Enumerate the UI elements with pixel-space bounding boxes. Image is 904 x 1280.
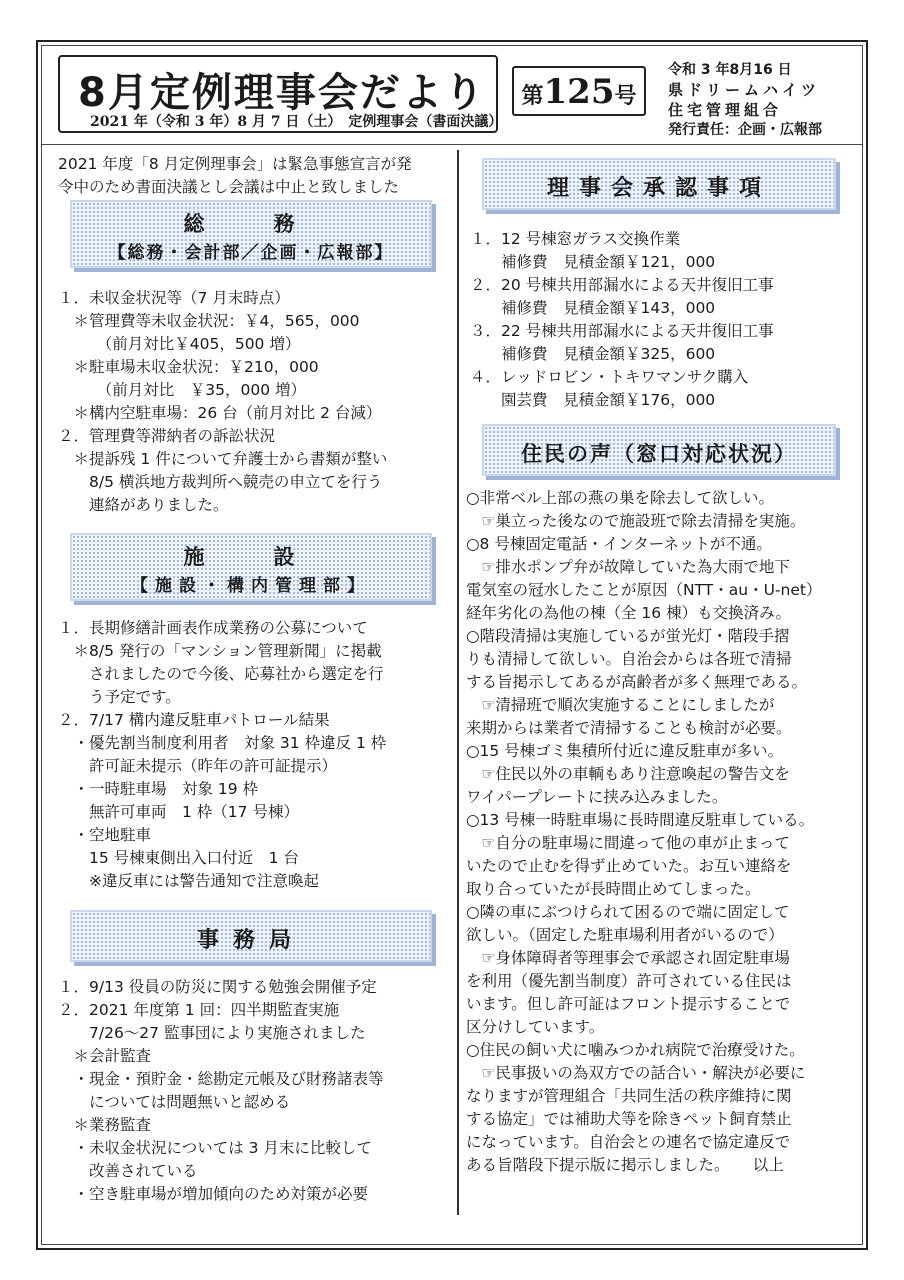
body-line: ２．管理費等滞納者の訴訟状況 bbox=[58, 427, 276, 445]
body-line: 欲しい。（固定した駐車場利用者がいるので） bbox=[466, 926, 784, 944]
issue-number-box bbox=[512, 66, 646, 116]
body-line: ○8 号棟固定電話・インターネットが不通。 bbox=[466, 535, 772, 553]
section-banner-approval bbox=[482, 158, 836, 210]
section-banner-jimukyoku bbox=[70, 910, 432, 962]
body-line: ３．22 号棟共用部漏水による天井復旧工事 bbox=[470, 322, 774, 340]
body-line: を利用（優先割当制度）許可されている住民は bbox=[466, 972, 792, 990]
body-line: ・空き駐車場が増加傾向のため対策が必要 bbox=[58, 1185, 369, 1203]
resident-voice-body bbox=[466, 487, 821, 1177]
header-divider bbox=[41, 144, 863, 145]
body-line: ○13 号棟一時駐車場に長時間違反駐車している。 bbox=[466, 811, 815, 829]
responsible-editor: 発行責任：企画・広報部 bbox=[668, 122, 822, 138]
section-banner-soumu bbox=[70, 200, 432, 268]
body-line: 補修費 見積金額￥121，000 bbox=[470, 253, 716, 271]
body-line: 補修費 見積金額￥325，600 bbox=[470, 345, 716, 363]
body-line: う予定です。 bbox=[58, 688, 181, 706]
body-line: 来期からは業者で清掃することも検討が必要。 bbox=[466, 719, 792, 737]
body-line: ２．7/17 構内違反駐車パトロール結果 bbox=[58, 711, 330, 729]
body-line: 改善されている bbox=[58, 1162, 198, 1180]
org-name-line1: 県ドリームハイツ bbox=[668, 81, 821, 99]
body-line: りも清掃して欲しい。自治会からは各班で清掃 bbox=[466, 650, 792, 668]
body-line: ワイパープレートに挟み込みました。 bbox=[466, 788, 728, 806]
body-line: ２．20 号棟共用部漏水による天井復旧工事 bbox=[470, 276, 774, 294]
body-line: なりますが管理組合「共同生活の秩序維持に関 bbox=[466, 1087, 792, 1105]
body-line: ☞身体障碍者等理事会で承認され固定駐車場 bbox=[466, 949, 790, 967]
body-line: 補修費 見積金額￥143，000 bbox=[470, 299, 716, 317]
jimukyoku-body bbox=[58, 976, 384, 1206]
section-banner-resident-voice bbox=[482, 424, 836, 476]
section-banner-shisetsu bbox=[70, 533, 432, 601]
body-line: 経年劣化の為他の棟（全 16 棟）も交換済み。 bbox=[466, 604, 792, 622]
body-line: ・一時駐車場 対象 19 枠 bbox=[58, 780, 259, 798]
body-line: 15 号棟東側出入口付近 1 台 bbox=[58, 849, 299, 867]
body-line: １．12 号棟窓ガラス交換作業 bbox=[470, 230, 681, 248]
publisher-block bbox=[668, 60, 858, 140]
body-line: ４．レッドロビン・トキワマンサク購入 bbox=[470, 368, 749, 386]
body-line: ・優先割当制度利用者 対象 31 枠違反 1 枠 bbox=[58, 734, 387, 752]
body-line: 電気室の冠水したことが原因（NTT・au・U-net） bbox=[466, 581, 822, 599]
meeting-subtitle: 2021 年（令和 3 年）8 月 7 日（土） 定例理事会（書面決議） bbox=[90, 114, 503, 130]
body-line: ＊駐車場未収金状況：￥210，000 bbox=[58, 358, 319, 376]
body-line: ☞住民以外の車輌もあり注意喚起の警告文を bbox=[466, 765, 790, 783]
section-title: 住民の声（窓口対応状況） bbox=[521, 442, 797, 466]
intro-line: 令中のため書面決議とし会議は中止と致しました bbox=[58, 178, 400, 196]
approval-body bbox=[470, 228, 774, 412]
body-line: １．未収金状況等（7 月末時点） bbox=[58, 289, 290, 307]
body-line: １．9/13 役員の防災に関する勉強会開催予定 bbox=[58, 978, 377, 996]
body-line: 取り合っていたが長時間止めてしまった。 bbox=[466, 880, 761, 898]
body-line: ＊業務監査 bbox=[58, 1116, 152, 1134]
org-name-line2: 住宅管理組合 bbox=[668, 101, 783, 119]
title-box bbox=[58, 55, 503, 133]
body-line: 7/26～27 監事団により実施されました bbox=[58, 1024, 366, 1042]
body-line: ※違反車には警告通知で注意喚起 bbox=[58, 872, 319, 890]
newsletter-title: 8月定例理事会だより bbox=[78, 70, 486, 116]
body-line: ２．2021 年度第 1 回：四半期監査実施 bbox=[58, 1001, 340, 1019]
section-title: 事務局 bbox=[196, 928, 305, 953]
body-line: 無許可車両 1 枠（17 号棟） bbox=[58, 803, 299, 821]
body-line: ○15 号棟ゴミ集積所付近に違反駐車が多い。 bbox=[466, 742, 784, 760]
body-line: ☞民事扱いの為双方での話合い・解決が必要に bbox=[466, 1064, 806, 1082]
body-line: ○隣の車にぶつけられて困るので端に固定して bbox=[466, 903, 790, 921]
body-line: 8/5 横浜地方裁判所へ競売の申立てを行う bbox=[58, 473, 383, 491]
issue-number: 125 bbox=[543, 72, 615, 112]
body-line: ＊構内空駐車場：26 台（前月対比 2 台減） bbox=[58, 404, 382, 422]
body-line: になっています。自治会との連名で協定違反で bbox=[466, 1133, 791, 1151]
section-title: 理事会承認事項 bbox=[546, 176, 771, 201]
soumu-body bbox=[58, 287, 387, 517]
body-line: ＊8/5 発行の「マンション管理新聞」に掲載 bbox=[58, 642, 382, 660]
body-line: ・未収金状況については 3 月末に比較して bbox=[58, 1139, 372, 1157]
body-line: されましたので今後、応募社から選定を行 bbox=[58, 665, 384, 683]
body-line: １．長期修繕計画表作成業務の公募について bbox=[58, 619, 368, 637]
body-line: います。但し許可証はフロント提示することで bbox=[466, 995, 791, 1013]
body-line: ＊会計監査 bbox=[58, 1047, 152, 1065]
body-line: ☞巣立った後なので施設班で除去清掃を実施。 bbox=[466, 512, 806, 530]
issue-prefix: 第 bbox=[521, 83, 544, 109]
section-title: 総 務 bbox=[183, 212, 319, 236]
body-line: する旨掲示してあるが高齢者が多く無理である。 bbox=[466, 673, 808, 691]
intro-line: 2021 年度「8 月定例理事会」は緊急事態宣言が発 bbox=[58, 155, 412, 173]
column-divider bbox=[457, 150, 459, 1215]
section-subtitle: 【施設・構内管理部】 bbox=[131, 576, 371, 596]
body-line: いたので止むを得ず止めていた。お互い連絡を bbox=[466, 857, 792, 875]
body-line: については問題無いと認める bbox=[58, 1093, 291, 1111]
body-line: ＊提訴残 1 件について弁護士から書類が整い bbox=[58, 450, 388, 468]
body-line: （前月対比￥405，500 増） bbox=[58, 335, 301, 353]
section-title: 施 設 bbox=[183, 545, 319, 569]
body-line: ○階段清掃は実施しているが蛍光灯・階段手摺 bbox=[466, 627, 790, 645]
body-line: 連絡がありました。 bbox=[58, 496, 229, 514]
body-line: ＊管理費等未収金状況：￥4，565，000 bbox=[58, 312, 360, 330]
body-line: ○住民の飼い犬に噛みつかれ病院で治療受けた。 bbox=[466, 1041, 805, 1059]
body-line: ○非常ベル上部の燕の巣を除去して欲しい。 bbox=[466, 489, 775, 507]
body-line: ☞清掃班で順次実施することにしましたが bbox=[466, 696, 775, 714]
body-line: 許可証未提示（昨年の許可証提示） bbox=[58, 757, 338, 775]
body-line: （前月対比 ￥35，000 増） bbox=[58, 381, 306, 399]
body-line: する協定」では補助犬等を除きペット飼育禁止 bbox=[466, 1110, 792, 1128]
body-line: ・空地駐車 bbox=[58, 826, 152, 844]
body-line: 区分けしています。 bbox=[466, 1018, 605, 1036]
intro-text bbox=[58, 153, 412, 199]
section-subtitle: 【総務・会計部／企画・広報部】 bbox=[108, 243, 394, 263]
body-line: ・現金・預貯金・総勘定元帳及び財務諸表等 bbox=[58, 1070, 384, 1088]
body-line: ☞排水ポンプ弁が故障していた為大雨で地下 bbox=[466, 558, 790, 576]
issue-suffix: 号 bbox=[614, 83, 637, 109]
body-line: 園芸費 見積金額￥176，000 bbox=[470, 391, 716, 409]
publish-date: 令和 3 年8月16 日 bbox=[668, 62, 792, 78]
body-line: ある旨階段下提示版に掲示しました。 以上 bbox=[466, 1156, 784, 1174]
shisetsu-body bbox=[58, 617, 386, 893]
body-line: ☞自分の駐車場に間違って他の車が止まって bbox=[466, 834, 790, 852]
